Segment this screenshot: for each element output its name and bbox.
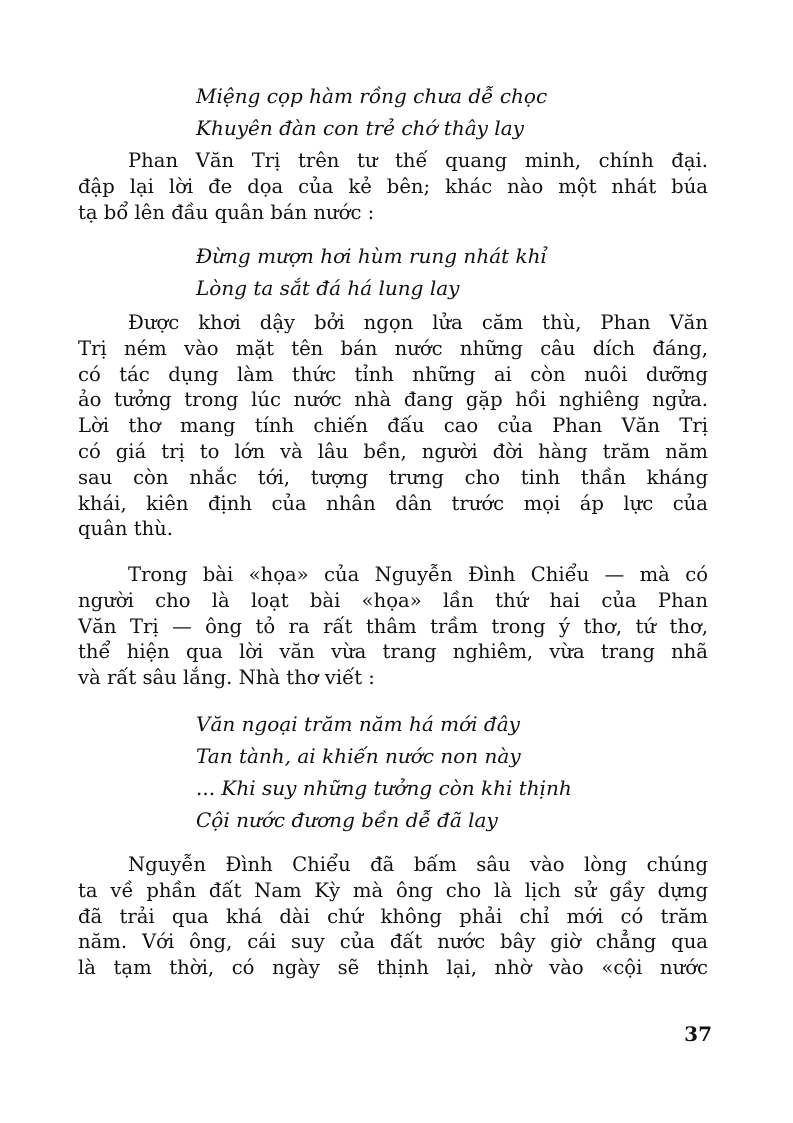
text-line: Trị ném vào mặt tên bán nước những câu dích đáng, (78, 336, 708, 360)
verse-block-1 (196, 80, 716, 144)
text-line: Trong bài «họa» của Nguyễn Đình Chiểu — mà có (128, 563, 708, 586)
text-line: Phan Văn Trị trên tư thế quang minh, chính đại. (128, 149, 708, 172)
paragraph-3 (78, 562, 708, 691)
text-line: đã trải qua khá dài chứ không phải chỉ mới có trăm (78, 904, 708, 928)
verse-line: Đừng mượn hơi hùm rung nhát khỉ (196, 244, 547, 268)
verse-line: Tan tành, ai khiến nước non này (196, 744, 521, 768)
text-line: năm. Với ông, cái suy của đất nước bây giờ chẳng qua (78, 930, 708, 954)
paragraph-4 (78, 852, 708, 981)
text-line: Nguyễn Đình Chiểu đã bấm sâu vào lòng chúng (128, 853, 708, 876)
text-line: khái, kiên định của nhân dân trước mọi áp lực của (78, 491, 708, 515)
paragraph-1 (78, 148, 708, 225)
text-line: đập lại lời đe dọa của kẻ bên; khác nào một nhát búa (78, 174, 708, 198)
text-line: Lời thơ mang tính chiến đấu cao của Phan Văn Trị (78, 414, 708, 438)
verse-line: Lòng ta sắt đá há lung lay (196, 276, 460, 300)
text-line: có tác dụng làm thức tỉnh những ai còn nuôi dưỡng (78, 362, 708, 386)
text-line: tạ bổ lên đầu quân bán nước : (78, 200, 375, 224)
verse-block-2 (196, 240, 716, 304)
verse-line: Cội nước đương bền dễ đã lay (196, 808, 498, 832)
text-line: Được khơi dậy bởi ngọn lửa căm thù, Phan Văn (128, 311, 708, 334)
text-line: sau còn nhắc tới, tượng trưng cho tinh thần kháng (78, 465, 708, 489)
text-line: ảo tưởng trong lúc nước nhà đang gặp hồi nghiêng ngửa. (78, 388, 708, 412)
verse-line: Miệng cọp hàm rồng chưa dễ chọc (196, 84, 548, 108)
paragraph-2 (78, 310, 708, 542)
page-number: 37 (684, 1022, 712, 1046)
verse-line: ... Khi suy những tưởng còn khi thịnh (196, 776, 572, 800)
text-line: và rất sâu lắng. Nhà thơ viết : (78, 666, 375, 690)
text-line: Văn Trị — ông tỏ ra rất thâm trầm trong ý thơ, tứ thơ, (78, 614, 708, 638)
text-line: ta về phần đất Nam Kỳ mà ông cho là lịch sử gầy dựng (78, 878, 708, 902)
text-line: quân thù. (78, 517, 174, 541)
text-line: người cho là loạt bài «họa» lần thứ hai của Phan (78, 588, 708, 612)
verse-line: Văn ngoại trăm năm há mới đây (196, 712, 520, 736)
verse-block-3 (196, 708, 716, 836)
text-line: là tạm thời, có ngày sẽ thịnh lại, nhờ vào «cội nước (78, 956, 708, 980)
text-line: có giá trị to lớn và lâu bền, người đời hàng trăm năm (78, 439, 708, 463)
verse-line: Khuyên đàn con trẻ chớ thây lay (196, 116, 524, 140)
text-line: thể hiện qua lời văn vừa trang nghiêm, vừa trang nhã (78, 640, 708, 664)
